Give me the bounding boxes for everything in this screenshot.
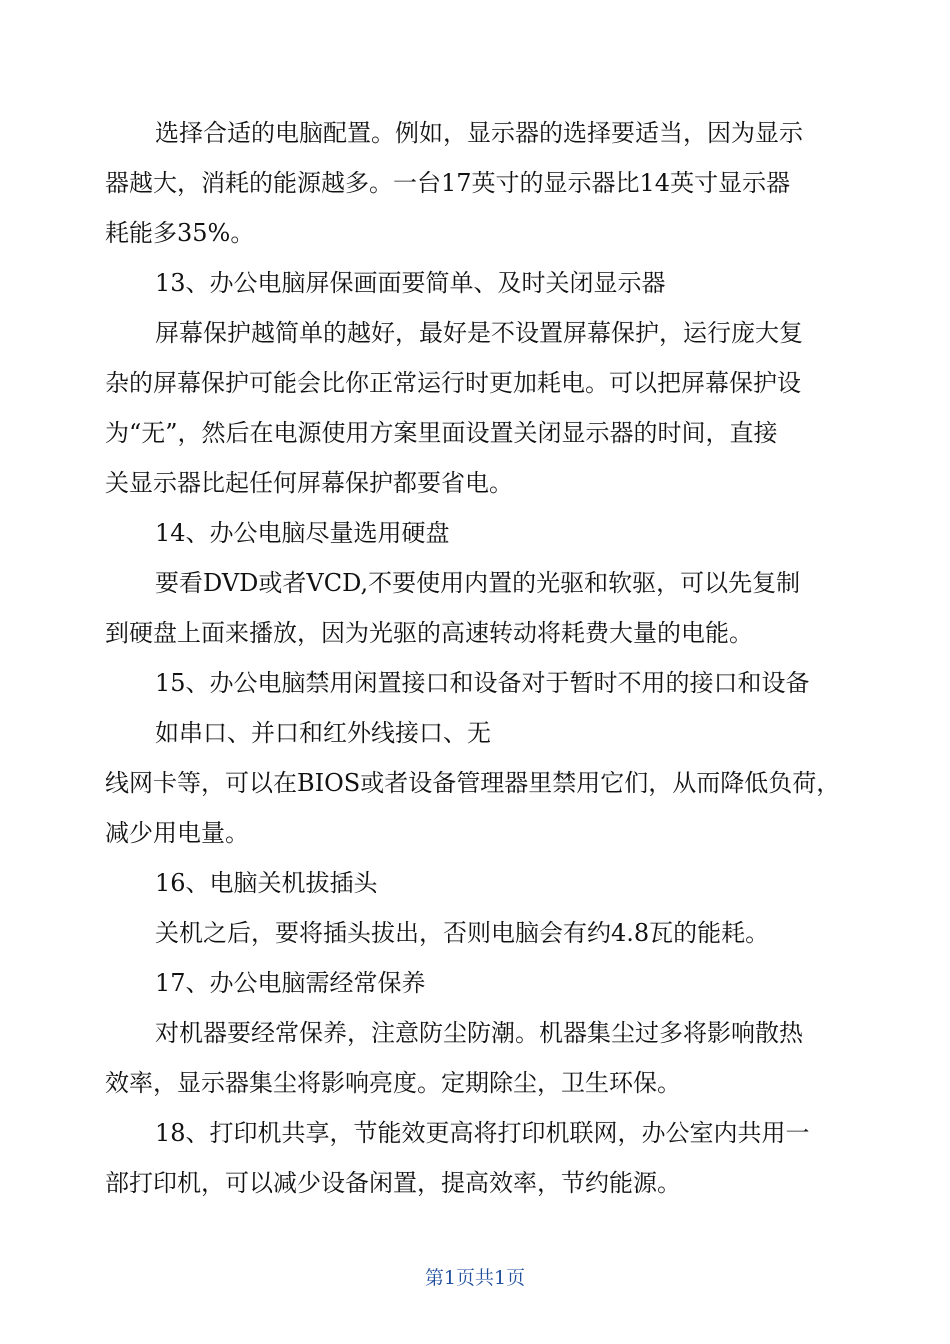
section-heading-18: 18、打印机共享，节能效更高将打印机联网，办公室内共用一 xyxy=(155,1119,810,1147)
text-line: 为“无”，然后在电源使用方案里面设置关闭显示器的时间，直接 xyxy=(105,419,778,447)
text-line: 减少用电量。 xyxy=(105,819,249,847)
text-line: 部打印机，可以减少设备闲置，提高效率，节约能源。 xyxy=(105,1169,681,1197)
section-heading-13: 13、办公电脑屏保画面要简单、及时关闭显示器 xyxy=(155,269,666,297)
text-line: 到硬盘上面来播放，因为光驱的高速转动将耗费大量的电能。 xyxy=(105,619,753,647)
text-line: 耗能多35%。 xyxy=(105,219,255,247)
section-heading-17: 17、办公电脑需经常保养 xyxy=(155,969,426,997)
text-line: 杂的屏幕保护可能会比你正常运行时更加耗电。可以把屏幕保护设 xyxy=(105,369,801,397)
text-line: 关显示器比起任何屏幕保护都要省电。 xyxy=(105,469,513,497)
text-line: 效率，显示器集尘将影响亮度。定期除尘，卫生环保。 xyxy=(105,1069,681,1097)
text-line: 器越大，消耗的能源越多。一台17英寸的显示器比14英寸显示器 xyxy=(105,169,791,197)
text-line: 屏幕保护越简单的越好，最好是不设置屏幕保护，运行庞大复 xyxy=(155,319,803,347)
text-line: 线网卡等，可以在BIOS或者设备管理器里禁用它们，从而降低负荷， xyxy=(105,769,841,797)
page-number-footer: 第1页共1页 xyxy=(424,1267,526,1289)
section-heading-15: 15、办公电脑禁用闲置接口和设备对于暂时不用的接口和设备 xyxy=(155,669,810,697)
text-line: 要看DVD或者VCD,不要使用内置的光驱和软驱，可以先复制 xyxy=(155,569,801,597)
section-heading-16: 16、电脑关机拔插头 xyxy=(155,869,378,897)
text-line: 对机器要经常保养，注意防尘防潮。机器集尘过多将影响散热 xyxy=(155,1019,803,1047)
text-line: 关机之后，要将插头拔出，否则电脑会有约4.8瓦的能耗。 xyxy=(155,919,770,947)
section-heading-14: 14、办公电脑尽量选用硬盘 xyxy=(155,519,450,547)
text-line: 选择合适的电脑配置。例如，显示器的选择要适当，因为显示 xyxy=(155,119,803,147)
text-line: 如串口、并口和红外线接口、无 xyxy=(155,719,491,747)
